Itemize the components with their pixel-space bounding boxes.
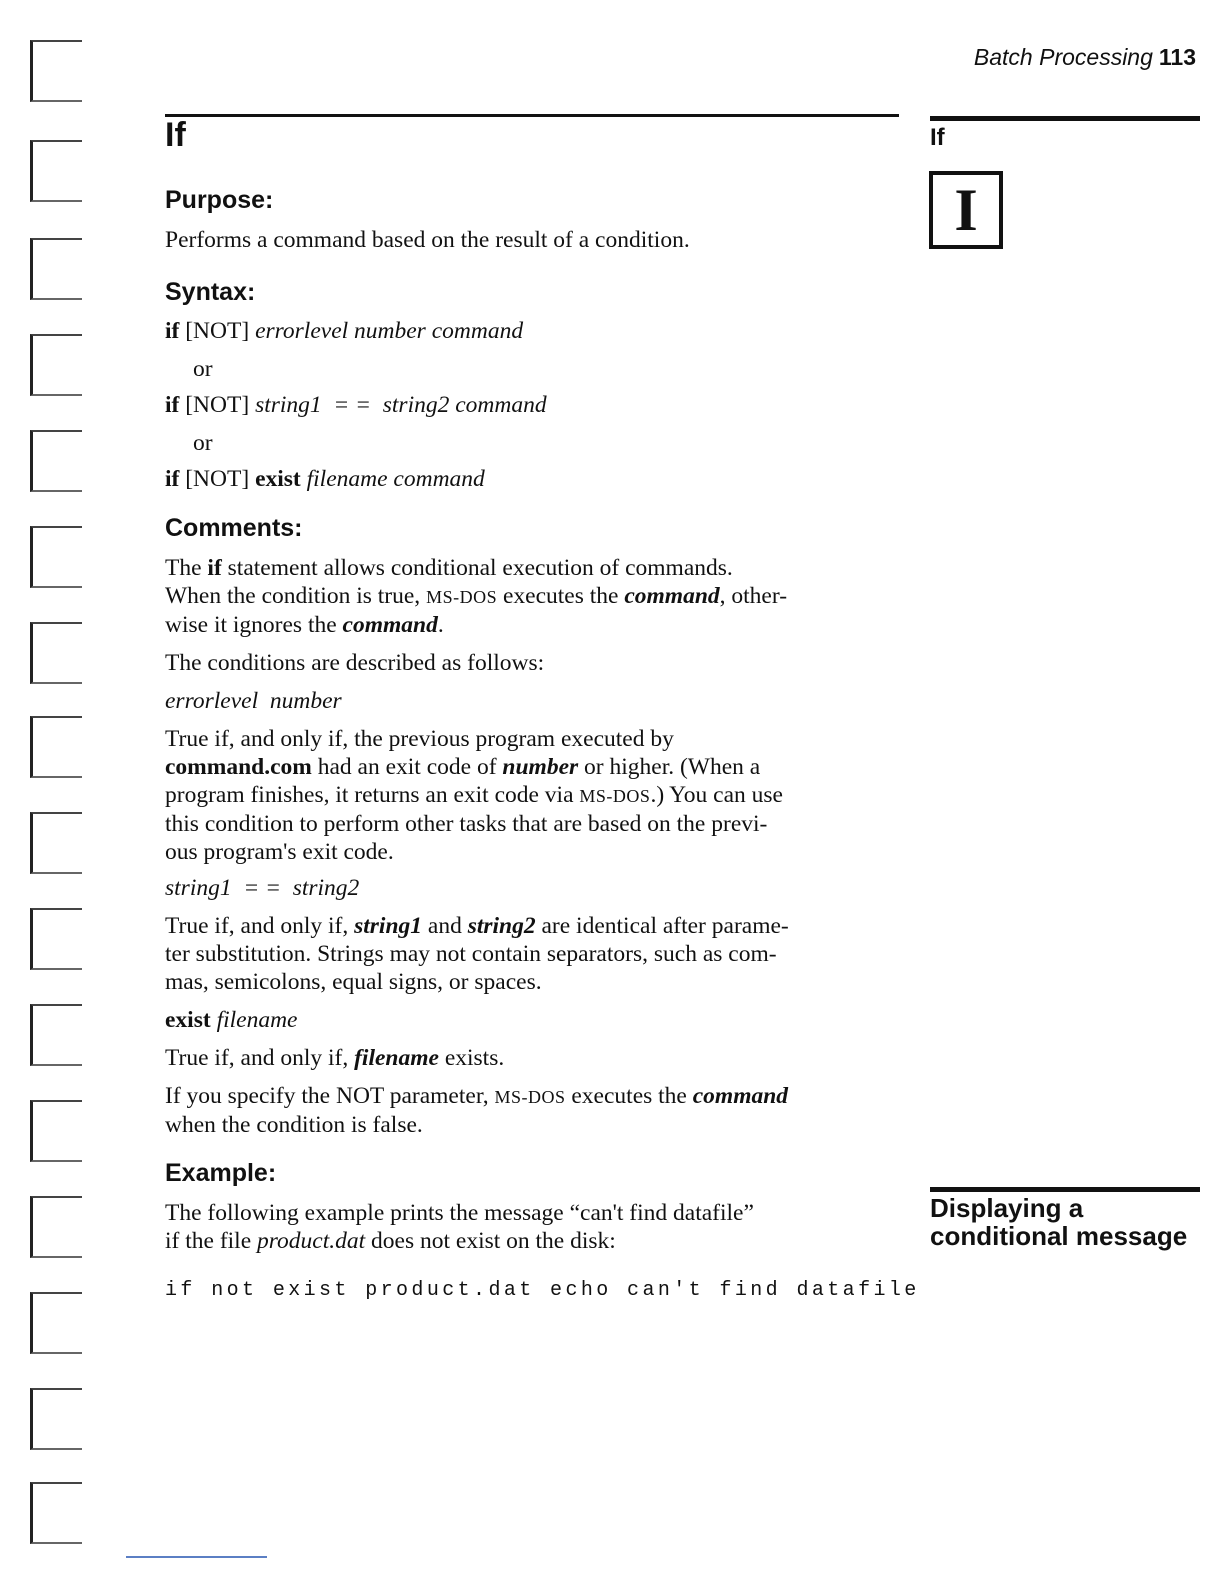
text-run: , other-	[719, 583, 788, 609]
text-run: .	[437, 612, 444, 638]
purpose-text: Performs a command based on the result of a condition.	[165, 227, 690, 253]
comments-heading: Comments:	[165, 514, 303, 542]
section-title: Batch Processing	[973, 44, 1153, 70]
condition-label: errorlevel number	[165, 688, 342, 714]
text-run: True if, and only if,	[165, 913, 355, 939]
not-parameter-note	[165, 1082, 900, 1139]
page-title: If	[165, 116, 186, 154]
term-command: command	[342, 612, 438, 638]
condition-label	[165, 1006, 900, 1034]
term-string1: string1	[354, 913, 423, 939]
condition-description	[165, 1044, 900, 1072]
condition-label: string1 = = string2	[165, 875, 360, 901]
comments-paragraph	[165, 554, 900, 639]
purpose-heading: Purpose:	[165, 186, 274, 214]
running-head	[974, 44, 1196, 71]
example-text	[165, 1199, 900, 1255]
text-run: The	[165, 555, 208, 581]
term-number: number	[502, 754, 579, 780]
term-filename: filename	[216, 1007, 298, 1033]
syntax-args: filename command	[306, 466, 485, 492]
syntax-or: or	[193, 356, 213, 382]
binder-mark	[30, 812, 82, 874]
binder-mark	[30, 1004, 82, 1066]
binder-mark	[30, 1100, 82, 1162]
syntax-keyword: if	[165, 318, 180, 344]
text-run: ous program's exit code.	[165, 839, 394, 865]
section-tab-letter: I	[929, 171, 1003, 249]
syntax-or: or	[193, 430, 213, 456]
text-run: executes the	[565, 1083, 693, 1109]
title-rule	[165, 114, 899, 117]
syntax-keyword: if	[165, 392, 180, 418]
side-note: Displaying a conditional message	[930, 1193, 1188, 1251]
text-run: and	[422, 913, 468, 939]
syntax-line	[165, 390, 900, 420]
syntax-exist: exist	[255, 466, 301, 492]
term-string2: string2	[467, 913, 536, 939]
syntax-args: string1 = = string2 command	[255, 392, 547, 418]
text-run: True if, and only if,	[165, 1045, 355, 1071]
text-run: are identical after parame-	[535, 913, 789, 939]
syntax-option: [NOT]	[179, 318, 256, 344]
text-run: does not exist on the disk:	[365, 1228, 616, 1254]
binder-mark	[30, 526, 82, 588]
syntax-heading: Syntax:	[165, 278, 256, 306]
text-run: or higher. (When a	[578, 754, 761, 780]
binder-mark	[30, 238, 82, 300]
text-run: when the condition is false.	[165, 1112, 423, 1138]
binder-mark	[30, 1482, 82, 1544]
text-run: wise it ignores the	[165, 612, 343, 638]
example-code: if not exist product.dat echo can't find datafile	[165, 1279, 920, 1302]
keyword-if: if	[207, 555, 222, 581]
example-heading: Example:	[165, 1159, 277, 1187]
syntax-line	[165, 464, 900, 494]
text-run: ter substitution. Strings may not contain separators, such as com-	[165, 941, 777, 967]
text-run: mas, semicolons, equal signs, or spaces.	[165, 969, 542, 995]
term-command: command	[692, 1083, 789, 1109]
text-run: if the file	[165, 1228, 258, 1254]
binder-mark	[30, 40, 82, 102]
binder-mark	[30, 430, 82, 492]
side-rule	[930, 1187, 1200, 1192]
text-run: True if, and only if, the previous program executed by	[165, 726, 674, 752]
binder-mark	[30, 1196, 82, 1258]
main-content	[165, 184, 920, 1302]
term-command-com: command.com	[165, 754, 312, 780]
text-run: .) You can use	[650, 782, 783, 808]
binder-mark	[30, 1388, 82, 1450]
side-label: If	[930, 124, 945, 151]
binder-mark	[30, 908, 82, 970]
footer-line	[126, 1556, 267, 1558]
condition-description	[165, 912, 900, 996]
text-run: this condition to perform other tasks that are based on the previ-	[165, 811, 768, 837]
msdos-term: MS-DOS	[426, 587, 498, 607]
syntax-args: errorlevel number command	[255, 318, 524, 344]
term-command: command	[624, 583, 720, 609]
text-run: If you specify the NOT parameter,	[165, 1083, 495, 1109]
text-run: had an exit code of	[311, 754, 503, 780]
syntax-line	[165, 316, 900, 346]
syntax-keyword: if	[165, 466, 180, 492]
term-filename: filename	[354, 1045, 439, 1071]
syntax-option: [NOT]	[179, 392, 256, 418]
condition-description	[165, 725, 900, 866]
text-run: program finishes, it returns an exit code via	[165, 782, 580, 808]
page-number: 113	[1158, 44, 1196, 70]
text-run: statement allows conditional execution of commands.	[221, 555, 733, 581]
binder-mark	[30, 334, 82, 396]
term-file: product.dat	[257, 1228, 366, 1254]
syntax-option: [NOT]	[179, 466, 256, 492]
binder-mark	[30, 1292, 82, 1354]
text-run: exists.	[438, 1045, 505, 1071]
text-run: When the condition is true,	[165, 583, 427, 609]
msdos-term: MS-DOS	[494, 1087, 566, 1107]
side-rule	[930, 116, 1200, 121]
msdos-term: MS-DOS	[579, 786, 651, 806]
text-run: The following example prints the message “can't find datafile”	[165, 1200, 754, 1226]
binder-mark	[30, 716, 82, 778]
binder-mark	[30, 622, 82, 684]
conditions-intro: The conditions are described as follows:	[165, 650, 545, 676]
text-run: executes the	[497, 583, 625, 609]
binder-mark	[30, 140, 82, 202]
keyword-exist: exist	[165, 1007, 211, 1033]
